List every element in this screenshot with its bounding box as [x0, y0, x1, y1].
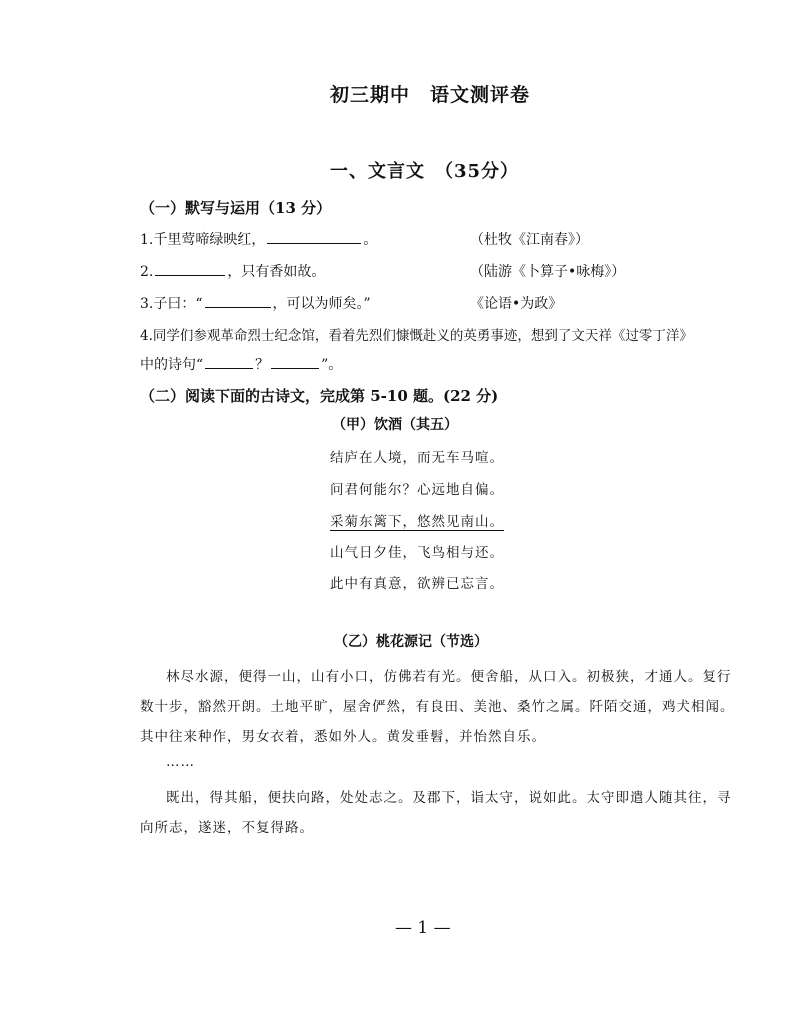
part2-heading: （二）阅读下面的古诗文，完成第 5-10 题。(22 分)	[140, 387, 499, 405]
question-1-source: （杜牧《江南春》）	[470, 232, 589, 248]
poem-line: 此中有真意，欲辨已忘言。	[330, 576, 504, 592]
page-number: — 1 —	[395, 918, 451, 938]
question-3	[140, 293, 371, 313]
prose-ellipsis: ……	[166, 754, 195, 770]
question-4-end: ”。	[321, 357, 343, 373]
prose-line: 林尽水源，便得一山，山有小口，仿佛若有光。便舍船，从口入。初极狭，才通人。复行	[166, 669, 732, 685]
answer-blank	[271, 367, 319, 369]
question-2-number: 2.	[140, 264, 154, 280]
question-2	[140, 261, 325, 281]
question-3-text: 3.子曰：“	[140, 296, 203, 312]
prose-line: 既出，得其船，便扶向路，处处志之。及郡下，诣太守，说如此。太守即遣人随其往，寻	[166, 790, 732, 806]
part1-heading: （一）默写与运用（13 分）	[140, 199, 332, 217]
poem-line-underlined: 采菊东篱下，悠然见南山。	[330, 514, 504, 530]
question-1-text: 1.千里莺啼绿映红，	[140, 232, 266, 248]
answer-blank	[205, 306, 271, 308]
answer-blank	[155, 274, 225, 276]
poem-line: 结庐在人境，而无车马喧。	[330, 450, 504, 466]
exam-title: 初三期中 语文测评卷	[330, 84, 531, 106]
poem-line: 问君何能尔？心远地自偏。	[330, 482, 504, 498]
prose-line: 向所志，遂迷，不复得路。	[140, 820, 314, 836]
question-4-mark: ？	[255, 357, 270, 373]
answer-blank	[267, 242, 361, 244]
section-title: 一、文言文 （35分）	[330, 161, 520, 182]
prose-line: 其中往来种作，男女衣着，悉如外人。黄发垂髫，并怡然自乐。	[140, 729, 546, 745]
question-4-line-1: 4.同学们参观革命烈士纪念馆，看着先烈们慷慨赴义的英勇事迹，想到了文天祥《过零丁洋》	[140, 328, 693, 344]
question-3-end: ，可以为师矣。”	[272, 296, 371, 312]
poem-title: （甲）饮酒（其五）	[332, 417, 458, 433]
question-1-end: 。	[363, 232, 378, 248]
question-1	[140, 229, 377, 249]
prose-title: （乙）桃花源记（节选）	[334, 634, 488, 650]
question-2-text: ，只有香如故。	[227, 264, 326, 280]
poem-line: 山气日夕佳，飞鸟相与还。	[330, 545, 504, 561]
question-4-prefix: 中的诗句“	[140, 357, 204, 373]
question-2-source: （陆游《卜算子•咏梅》）	[470, 264, 626, 280]
question-3-source: 《论语•为政》	[470, 296, 563, 312]
question-4-line-2	[140, 354, 342, 374]
prose-line: 数十步，豁然开朗。土地平旷，屋舍俨然，有良田、美池、桑竹之属。阡陌交通，鸡犬相闻。	[140, 699, 735, 715]
answer-blank	[205, 367, 253, 369]
